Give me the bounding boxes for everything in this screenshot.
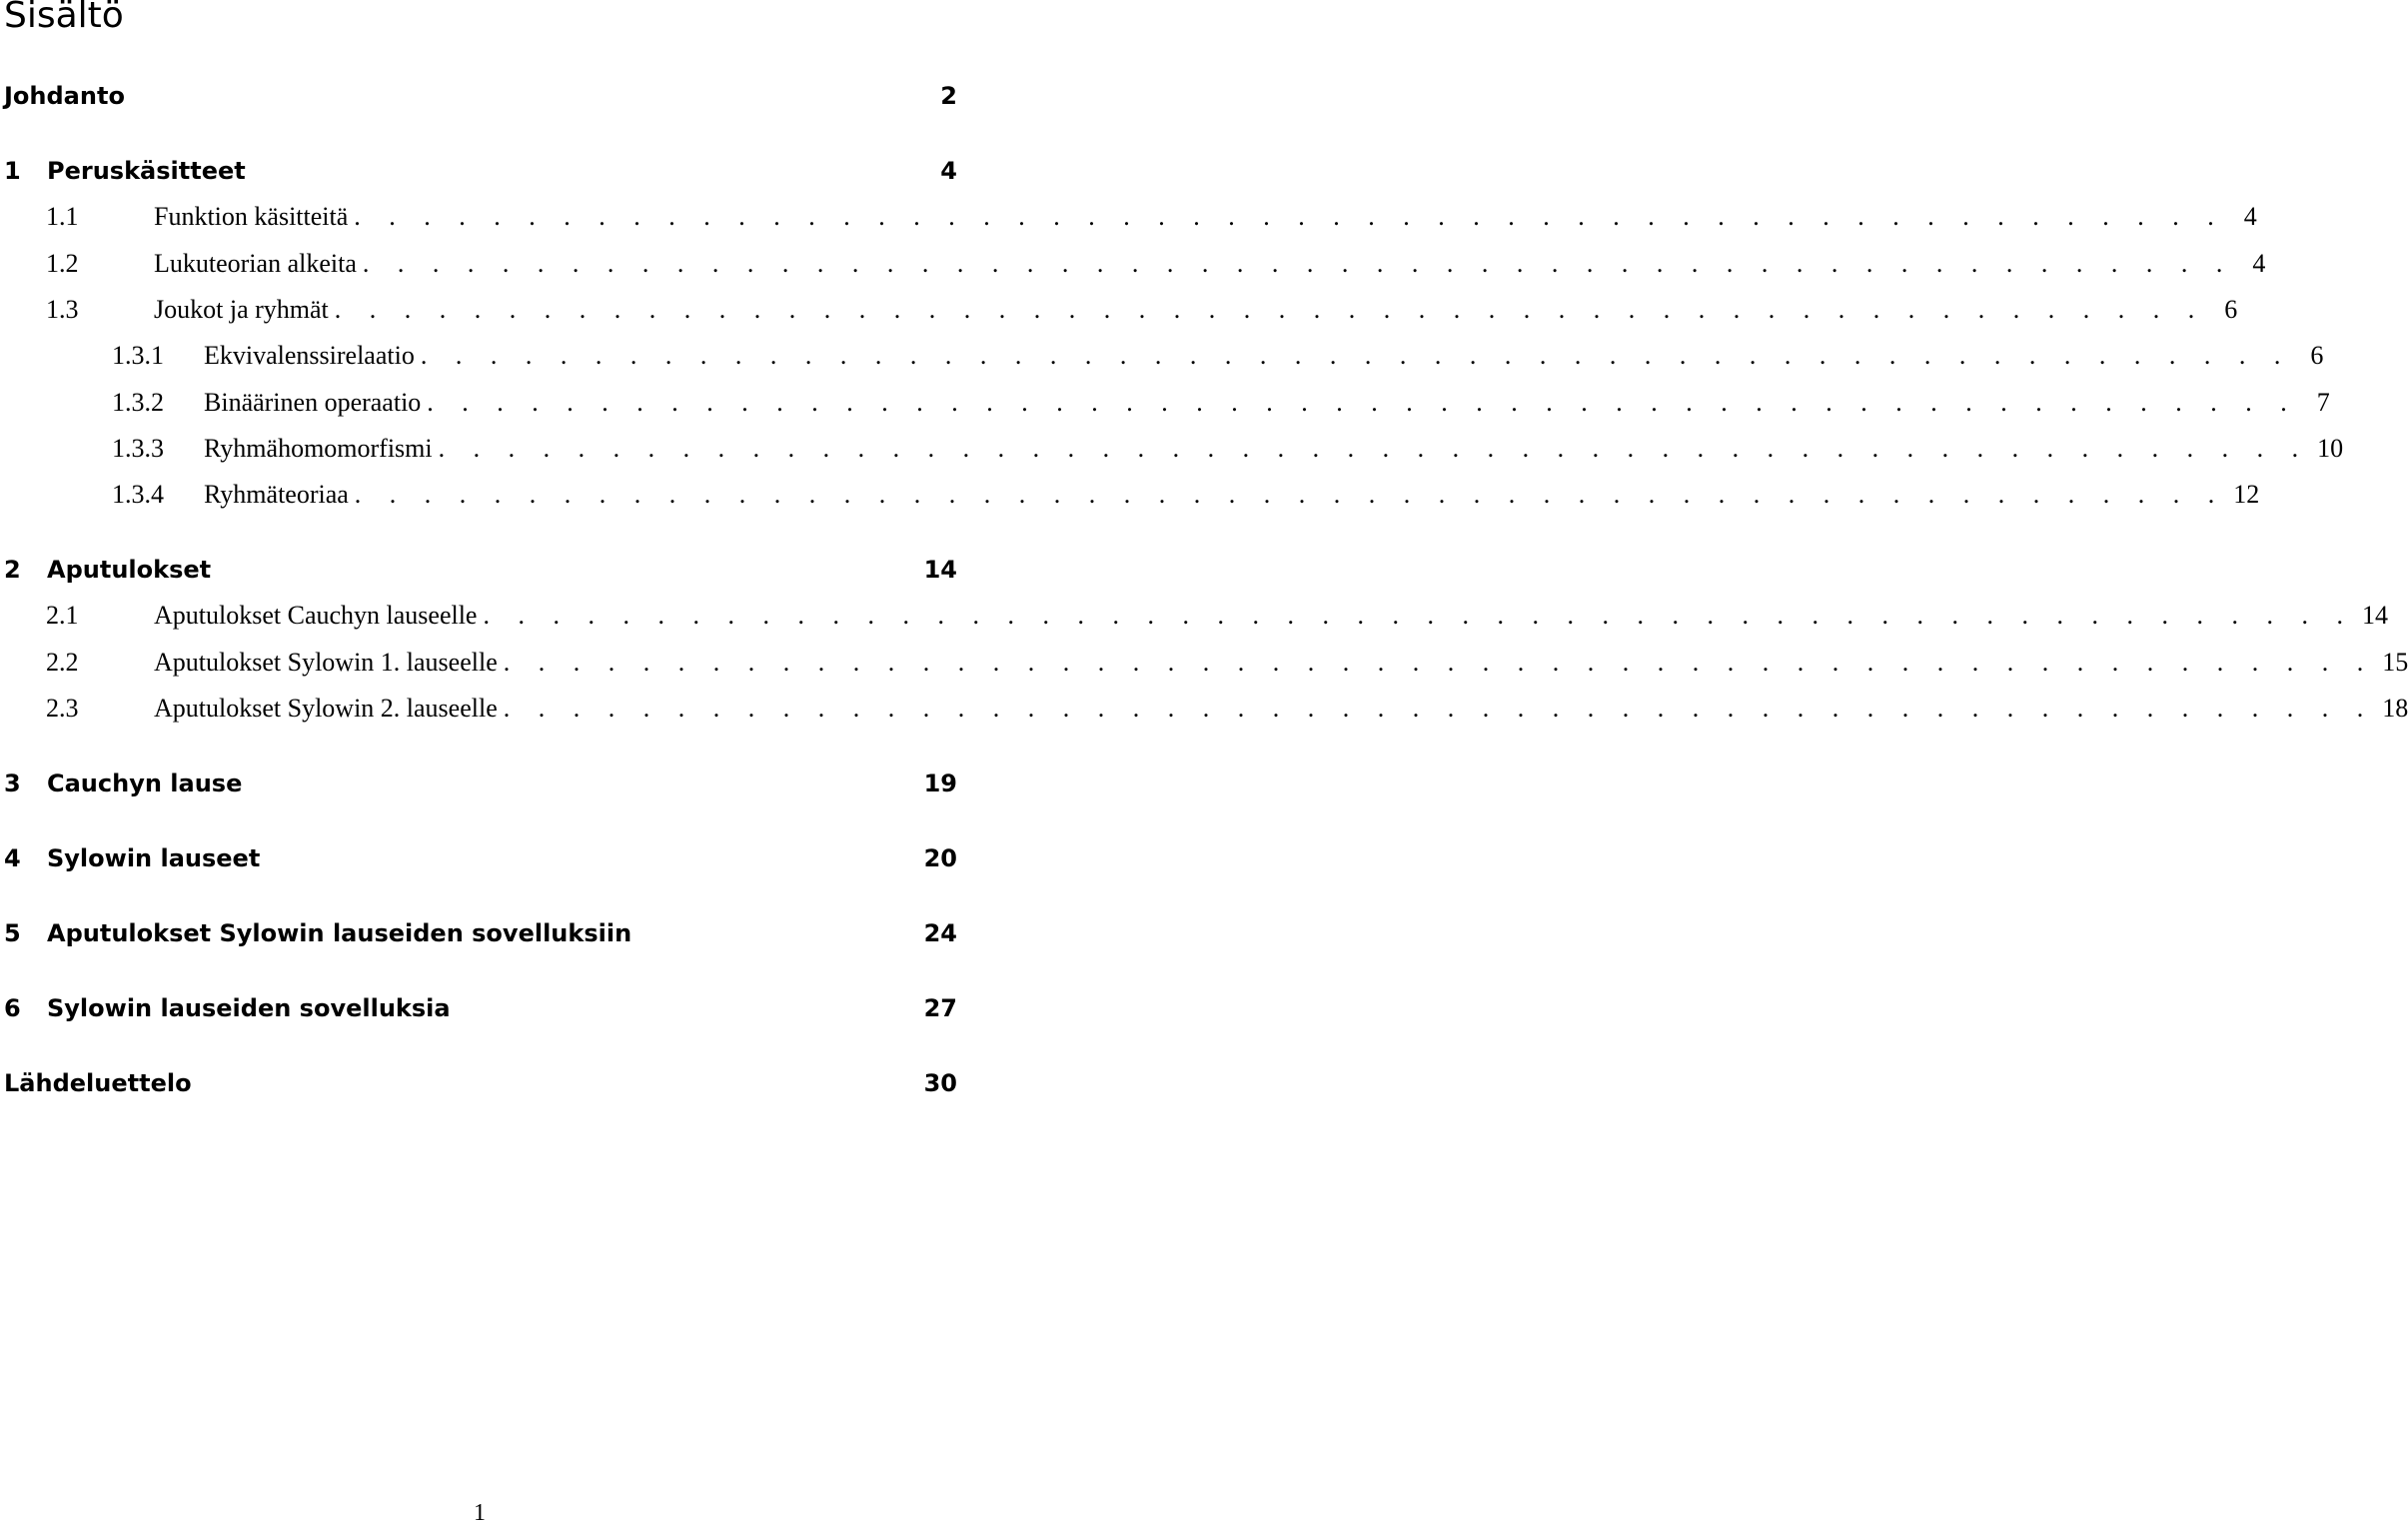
toc-entry-page: 6: [2310, 341, 2324, 370]
toc-chapter-1[interactable]: [4, 154, 957, 188]
toc-dot-leader: . . . . . . . . . . . . . . . . . . . . . . . . . . . . . . . . . . . . . . . . . . . . . . . . . . . . . .: [354, 202, 2225, 231]
toc-dot-leader: . . . . . . . . . . . . . . . . . . . . . . . . . . . . . . . . . . . . . . . . . . . . . . . . . . . . . .: [420, 341, 2292, 370]
toc-section-2-3[interactable]: [4, 692, 2408, 726]
toc-entry-label: Ekvivalenssirelaatio: [204, 341, 415, 370]
toc-entry-number: 1.3: [46, 295, 79, 324]
toc-entry-page: 12: [2233, 480, 2260, 509]
toc-entry-label: Binäärinen operaatio: [204, 388, 422, 417]
toc-section-1-3[interactable]: [4, 293, 2238, 327]
toc-dot-leader: . . . . . . . . . . . . . . . . . . . . . . . . . . . . . . . . . . . . . . . . . . . . . . . . . . . . . .: [503, 648, 2375, 677]
toc-entry-number: 2: [4, 556, 21, 584]
toc-dot-leader: . . . . . . . . . . . . . . . . . . . . . . . . . . . . . . . . . . . . . . . . . . . . . . . . . . . . . .: [334, 295, 2206, 324]
toc-entry-label: Sylowin lauseiden sovelluksia: [47, 994, 451, 1022]
toc-section-2-2[interactable]: [4, 646, 2408, 680]
toc-entry-label: Aputulokset Cauchyn lauseelle: [154, 601, 478, 630]
toc-entry-label: Aputulokset Sylowin 2. lauseelle: [154, 694, 498, 723]
toc-entry-number: 1: [4, 157, 21, 185]
toc-entry-page: 14: [2361, 601, 2388, 630]
toc-entry-label: Lukuteorian alkeita: [154, 249, 357, 278]
toc-subsection-1-3-3[interactable]: [4, 432, 2344, 466]
toc-entry-number: 1.1: [46, 202, 79, 231]
toc-entry-page: 4: [2252, 249, 2266, 278]
toc-entry-number: 1.3.3: [112, 434, 164, 463]
toc-entry-page: 4: [940, 157, 957, 185]
toc-dot-leader: . . . . . . . . . . . . . . . . . . . . . . . . . . . . . . . . . . . . . . . . . . . . . . . . . . . . . .: [483, 601, 2354, 630]
toc-dot-leader: . . . . . . . . . . . . . . . . . . . . . . . . . . . . . . . . . . . . . . . . . . . . . . . . . . . . . .: [503, 694, 2375, 723]
toc-entry-page: 27: [923, 994, 957, 1022]
toc-entry-page: 7: [2316, 388, 2330, 417]
toc-section-1-1[interactable]: [4, 200, 2257, 234]
toc-dot-leader: . . . . . . . . . . . . . . . . . . . . . . . . . . . . . . . . . . . . . . . . . . . . . . . . . . . . . .: [438, 434, 2310, 463]
toc-entry-label: Johdanto: [4, 82, 125, 110]
toc-section-1-2[interactable]: [4, 247, 2266, 281]
toc-entry-lahdeluettelo[interactable]: [4, 1066, 957, 1100]
toc-subsection-1-3-1[interactable]: [4, 339, 2324, 373]
toc-entry-number: 1.2: [46, 249, 79, 278]
toc-subsection-1-3-2[interactable]: [4, 386, 2330, 420]
toc-entry-page: 20: [923, 844, 957, 872]
toc-entry-number: 2.1: [46, 601, 79, 630]
toc-entry-label: Sylowin lauseet: [47, 844, 261, 872]
toc-entry-number: 6: [4, 994, 21, 1022]
toc-entry-number: 1.3.1: [112, 341, 164, 370]
toc-dot-leader: . . . . . . . . . . . . . . . . . . . . . . . . . . . . . . . . . . . . . . . . . . . . . . . . . . . . . .: [354, 480, 2226, 509]
page-number: 1: [474, 1500, 486, 1526]
toc-entry-label: Cauchyn lause: [47, 769, 243, 797]
toc-entry-label: Aputulokset Sylowin 1. lauseelle: [154, 648, 498, 677]
toc-entry-number: 1.3.4: [112, 480, 164, 509]
toc-entry-page: 24: [923, 919, 957, 947]
toc-entry-page: 18: [2382, 694, 2408, 723]
toc-entry-page: 14: [923, 556, 957, 584]
toc-section-2-1[interactable]: [4, 599, 2388, 633]
toc-subsection-1-3-4[interactable]: [4, 478, 2260, 512]
toc-entry-page: 30: [923, 1069, 957, 1097]
toc-title: Sisältö: [4, 0, 124, 36]
toc-entry-label: Peruskäsitteet: [47, 157, 246, 185]
toc-entry-number: 3: [4, 769, 21, 797]
toc-entry-number: 4: [4, 844, 21, 872]
toc-entry-label: Aputulokset: [47, 556, 212, 584]
toc-entry-number: 2.2: [46, 648, 79, 677]
toc-entry-number: 1.3.2: [112, 388, 164, 417]
toc-dot-leader: . . . . . . . . . . . . . . . . . . . . . . . . . . . . . . . . . . . . . . . . . . . . . . . . . . . . . .: [427, 388, 2298, 417]
toc-chapter-2[interactable]: [4, 553, 957, 587]
toc-entry-number: 5: [4, 919, 21, 947]
toc-entry-johdanto[interactable]: [4, 79, 957, 113]
toc-entry-number: 2.3: [46, 694, 79, 723]
toc-entry-label: Joukot ja ryhmät: [154, 295, 329, 324]
toc-entry-page: 19: [923, 769, 957, 797]
toc-entry-page: 10: [2317, 434, 2344, 463]
toc-entry-page: 4: [2243, 202, 2257, 231]
toc-chapter-4[interactable]: [4, 841, 957, 875]
toc-entry-label: Ryhmäteoriaa: [204, 480, 349, 509]
toc-entry-page: 15: [2382, 648, 2408, 677]
toc-chapter-3[interactable]: [4, 766, 957, 800]
toc-entry-page: 6: [2224, 295, 2238, 324]
toc-entry-label: Funktion käsitteitä: [154, 202, 349, 231]
toc-chapter-6[interactable]: [4, 991, 957, 1025]
toc-entry-label: Aputulokset Sylowin lauseiden sovelluksiin: [47, 919, 632, 947]
toc-entry-page: 2: [940, 82, 957, 110]
toc-entry-label: Ryhmähomomorfismi: [204, 434, 433, 463]
toc-entry-label: Lähdeluettelo: [4, 1069, 192, 1097]
toc-chapter-5[interactable]: [4, 916, 957, 950]
toc-dot-leader: . . . . . . . . . . . . . . . . . . . . . . . . . . . . . . . . . . . . . . . . . . . . . . . . . . . . . .: [362, 249, 2234, 278]
